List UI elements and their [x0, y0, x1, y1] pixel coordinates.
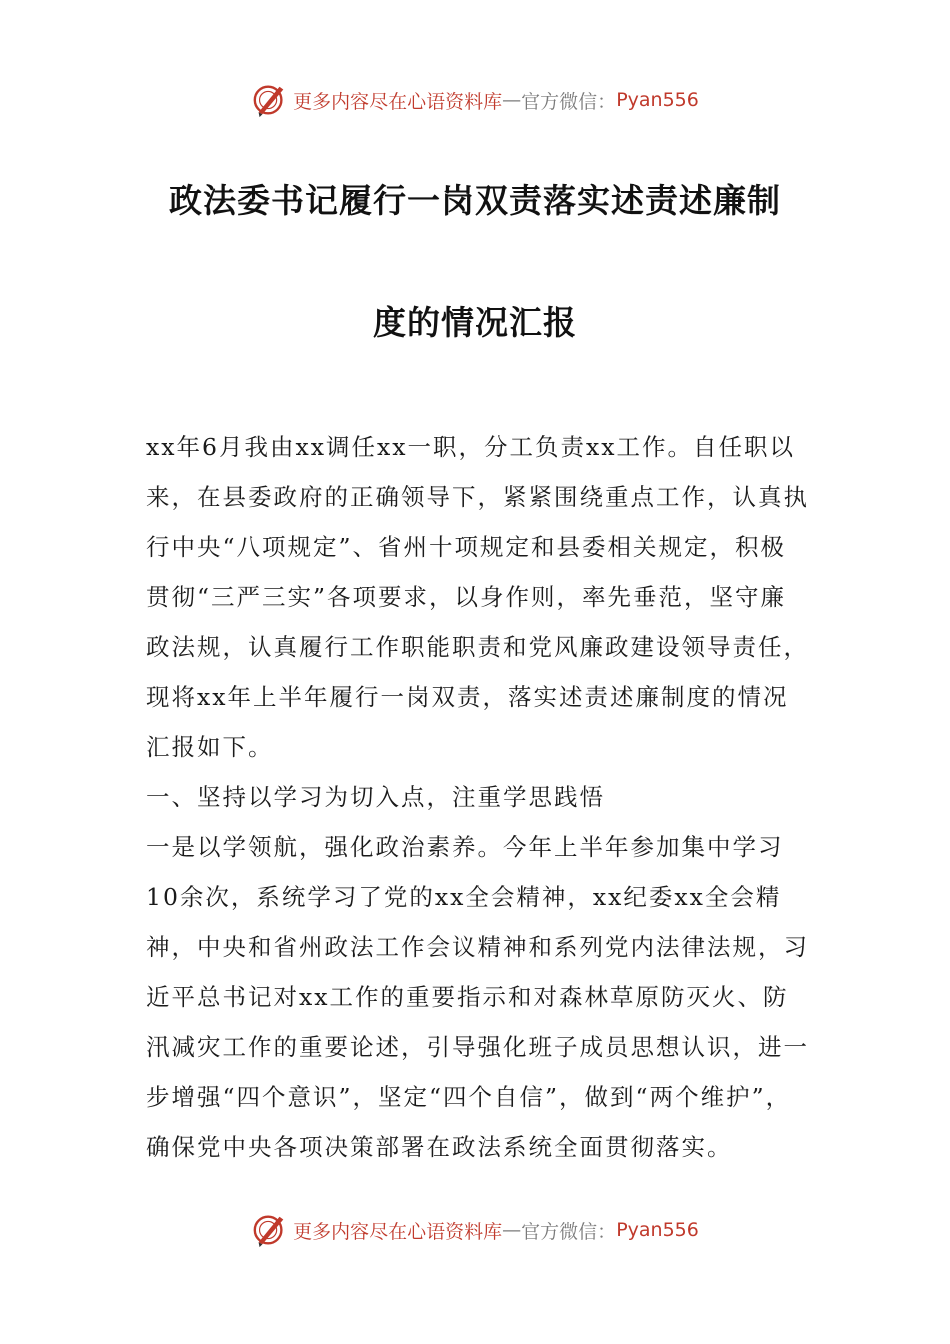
banner-main-text: 更多内容尽在心语资料库 — [293, 90, 503, 113]
banner-separator: — — [502, 89, 522, 111]
banner-wechat-id: Pyan556 — [616, 1219, 699, 1241]
footer-watermark — [0, 1210, 950, 1250]
header-watermark — [0, 80, 950, 120]
document-title-line-2: 度的情况汇报 — [373, 303, 577, 342]
section-heading-1: 一、坚持以学习为切入点，注重学思践悟 — [146, 783, 605, 811]
banner-wechat-label: 官方微信： — [521, 1220, 617, 1243]
pen-logo-icon — [251, 81, 289, 119]
banner-wechat-id: Pyan556 — [616, 89, 699, 111]
banner-wechat-label: 官方微信： — [521, 90, 617, 113]
banner-main-text: 更多内容尽在心语资料库 — [293, 1220, 503, 1243]
pen-logo-icon — [251, 1211, 289, 1249]
document-title-line-1: 政法委书记履行一岗双责落实述责述廉制 — [169, 181, 781, 220]
paragraph-intro: xx年6月我由xx调任xx一职，分工负责xx工作。自任职以来，在县委政府的正确领导下，紧紧围绕重点工作，认真执行中央“八项规定”、省州十项规定和县委相关规定，积极贯彻“三严三实”各项要求，以身作则，率先垂范，坚守廉政法规，认真履行工作职能职责和党风廉政建设领导责任，现将xx年上半年履行一岗双责，落实述责述廉制度的情况汇报如下。 — [146, 433, 809, 761]
document-body — [146, 422, 810, 1172]
banner-separator: — — [502, 1219, 522, 1241]
paragraph-study: 一是以学领航，强化政治素养。今年上半年参加集中学习10余次，系统学习了党的xx全会精神，xx纪委xx全会精神，中央和省州政法工作会议精神和系列党内法律法规，习近平总书记对xx工作的重要指示和对森林草原防灭火、防汛减灾工作的重要论述，引导强化班子成员思想认识，进一步增强“四个意识”，坚定“四个自信”，做到“两个维护”，确保党中央各项决策部署在政法系统全面贯彻落实。 — [146, 833, 809, 1161]
